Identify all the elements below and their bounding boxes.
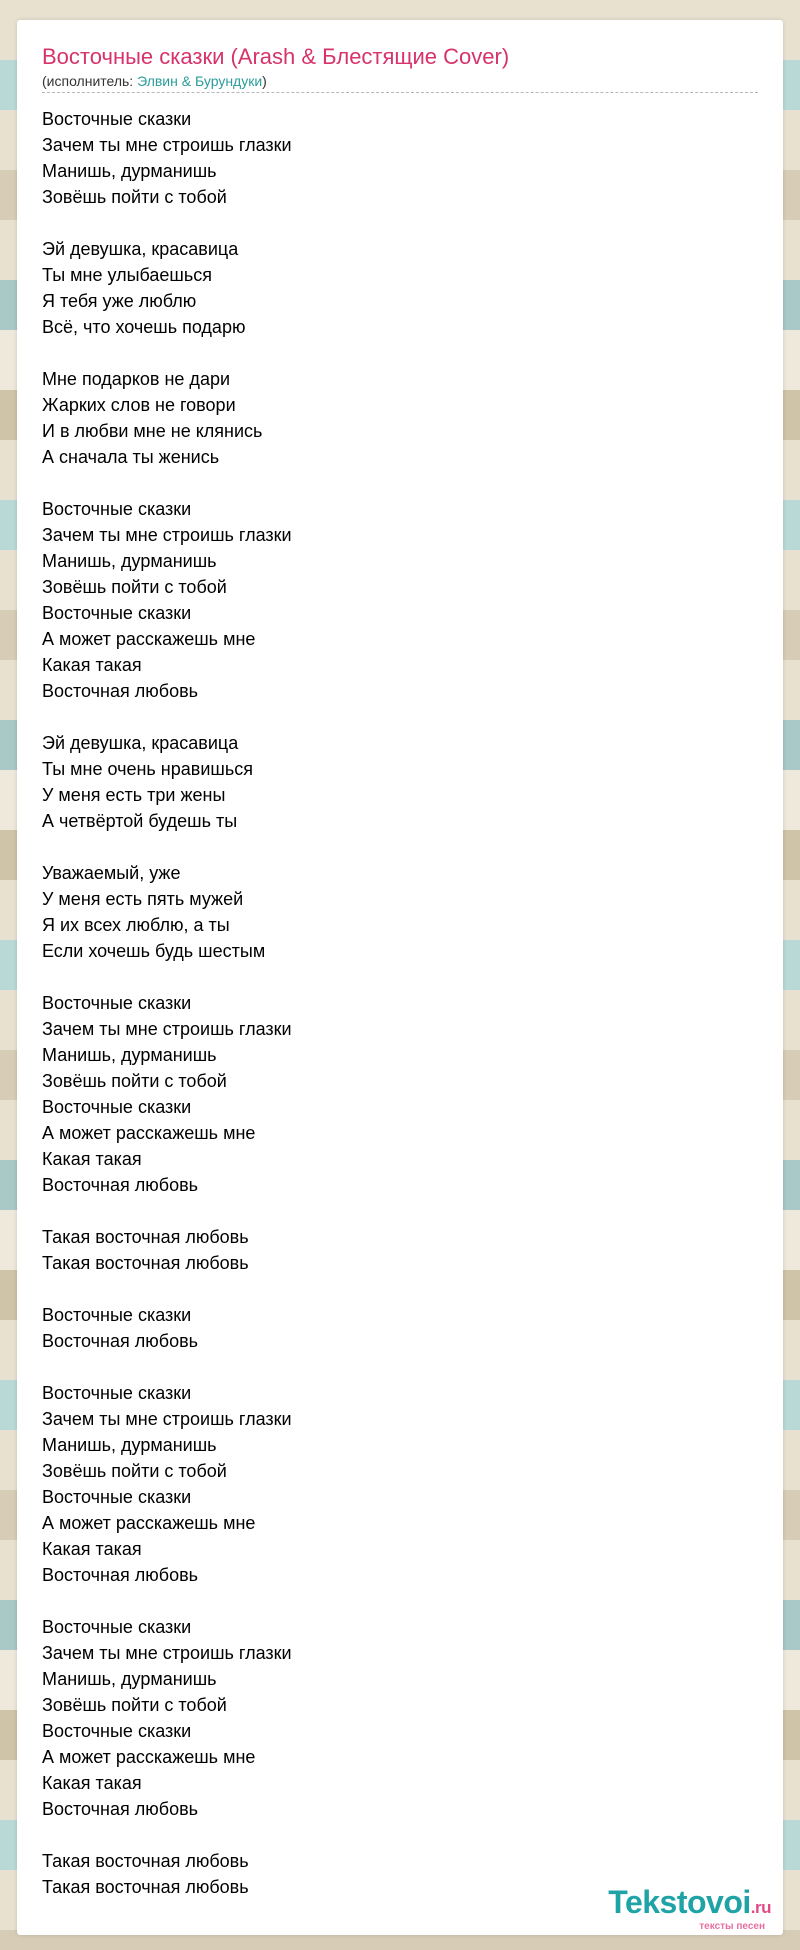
site-logo[interactable] (608, 1886, 771, 1932)
lyrics-line: Ты мне улыбаешься (42, 265, 212, 285)
lyrics-line: Я тебя уже люблю (42, 291, 197, 311)
lyrics-line: Такая восточная любовь (42, 1227, 249, 1247)
logo-tld: .ru (750, 1898, 771, 1917)
lyrics-stanza (42, 496, 742, 704)
lyrics-line: Уважаемый, уже (42, 863, 181, 883)
lyrics-line: Восточная любовь (42, 1799, 199, 1819)
lyrics-stanza (42, 1224, 742, 1276)
lyrics-line: Зовёшь пойти с тобой (42, 1461, 227, 1481)
lyrics-stanza (42, 236, 742, 340)
lyrics-line: Всё, что хочешь подарю (42, 317, 246, 337)
lyrics-stanza (42, 860, 742, 964)
lyrics-line: Зовёшь пойти с тобой (42, 1695, 227, 1715)
logo-wordmark (608, 1886, 771, 1924)
lyrics-line: Восточные сказки (42, 1487, 192, 1507)
lyrics-line: Если хочешь будь шестым (42, 941, 266, 961)
artist-prefix: (исполнитель: (42, 73, 138, 89)
lyrics-line: Манишь, дурманишь (42, 1435, 217, 1455)
song-title: Восточные сказки (Arash & Блестящие Cover) (42, 44, 510, 69)
lyrics-line: А может расскажешь мне (42, 1747, 256, 1767)
lyrics-line: Восточные сказки (42, 993, 192, 1013)
lyrics-line: А четвёртой будешь ты (42, 811, 238, 831)
lyrics-line: Манишь, дурманишь (42, 161, 217, 181)
lyrics-line: А может расскажешь мне (42, 1513, 256, 1533)
lyrics-line: Восточная любовь (42, 1565, 199, 1585)
lyrics-stanza (42, 990, 742, 1198)
lyrics-line: А сначала ты женись (42, 447, 220, 467)
lyrics-line: Зачем ты мне строишь глазки (42, 525, 292, 545)
lyrics-line: Восточная любовь (42, 681, 199, 701)
lyrics-line: Восточные сказки (42, 1097, 192, 1117)
lyrics-line: Манишь, дурманишь (42, 1669, 217, 1689)
lyrics-line: А может расскажешь мне (42, 629, 256, 649)
lyrics-line: Зовёшь пойти с тобой (42, 187, 227, 207)
lyrics-line: А может расскажешь мне (42, 1123, 256, 1143)
lyrics-line: Зовёшь пойти с тобой (42, 1071, 227, 1091)
lyrics-line: У меня есть пять мужей (42, 889, 244, 909)
lyrics-stanza (42, 106, 742, 210)
lyrics-line: Восточные сказки (42, 1721, 192, 1741)
artist-suffix: ) (262, 73, 267, 89)
lyrics-line: Восточные сказки (42, 499, 192, 519)
logo-tagline: тексты песен (699, 1921, 765, 1932)
lyrics-line: Восточные сказки (42, 1383, 192, 1403)
lyrics-stanza (42, 366, 742, 470)
lyrics-line: Восточные сказки (42, 1305, 192, 1325)
lyrics-line: Восточные сказки (42, 603, 192, 623)
lyrics-stanza (42, 1380, 742, 1588)
lyrics-line: Восточные сказки (42, 1617, 192, 1637)
lyrics-line: Восточная любовь (42, 1175, 199, 1195)
lyrics-line: Мне подарков не дари (42, 369, 231, 389)
lyrics-line: Манишь, дурманишь (42, 551, 217, 571)
lyrics-line: И в любви мне не клянись (42, 421, 263, 441)
lyrics-line: Какая такая (42, 1539, 142, 1559)
lyrics-line: Какая такая (42, 1773, 142, 1793)
lyrics-text (42, 106, 742, 1900)
lyrics-line: Какая такая (42, 655, 142, 675)
logo-main-text: Tekstovoi (608, 1884, 751, 1920)
lyrics-line: Восточная любовь (42, 1331, 199, 1351)
lyrics-line: Зачем ты мне строишь глазки (42, 1643, 292, 1663)
artist-link[interactable]: Элвин & Бурундуки (137, 73, 263, 89)
lyrics-line: У меня есть три жены (42, 785, 226, 805)
artist-line (42, 73, 267, 89)
lyrics-line: Ты мне очень нравишься (42, 759, 253, 779)
lyrics-line: Такая восточная любовь (42, 1877, 249, 1897)
lyrics-line: Эй девушка, красавица (42, 239, 239, 259)
lyrics-line: Восточные сказки (42, 109, 192, 129)
lyrics-line: Манишь, дурманишь (42, 1045, 217, 1065)
lyrics-line: Такая восточная любовь (42, 1851, 249, 1871)
lyrics-line: Зачем ты мне строишь глазки (42, 1019, 292, 1039)
lyrics-line: Зачем ты мне строишь глазки (42, 135, 292, 155)
title-divider (42, 92, 758, 93)
lyrics-line: Зачем ты мне строишь глазки (42, 1409, 292, 1429)
lyrics-stanza (42, 1614, 742, 1822)
lyrics-line: Жарких слов не говори (42, 395, 236, 415)
lyrics-stanza (42, 730, 742, 834)
lyrics-line: Эй девушка, красавица (42, 733, 239, 753)
lyrics-stanza (42, 1302, 742, 1354)
lyrics-line: Я их всех люблю, а ты (42, 915, 230, 935)
lyrics-line: Зовёшь пойти с тобой (42, 577, 227, 597)
lyrics-line: Такая восточная любовь (42, 1253, 249, 1273)
lyrics-line: Какая такая (42, 1149, 142, 1169)
